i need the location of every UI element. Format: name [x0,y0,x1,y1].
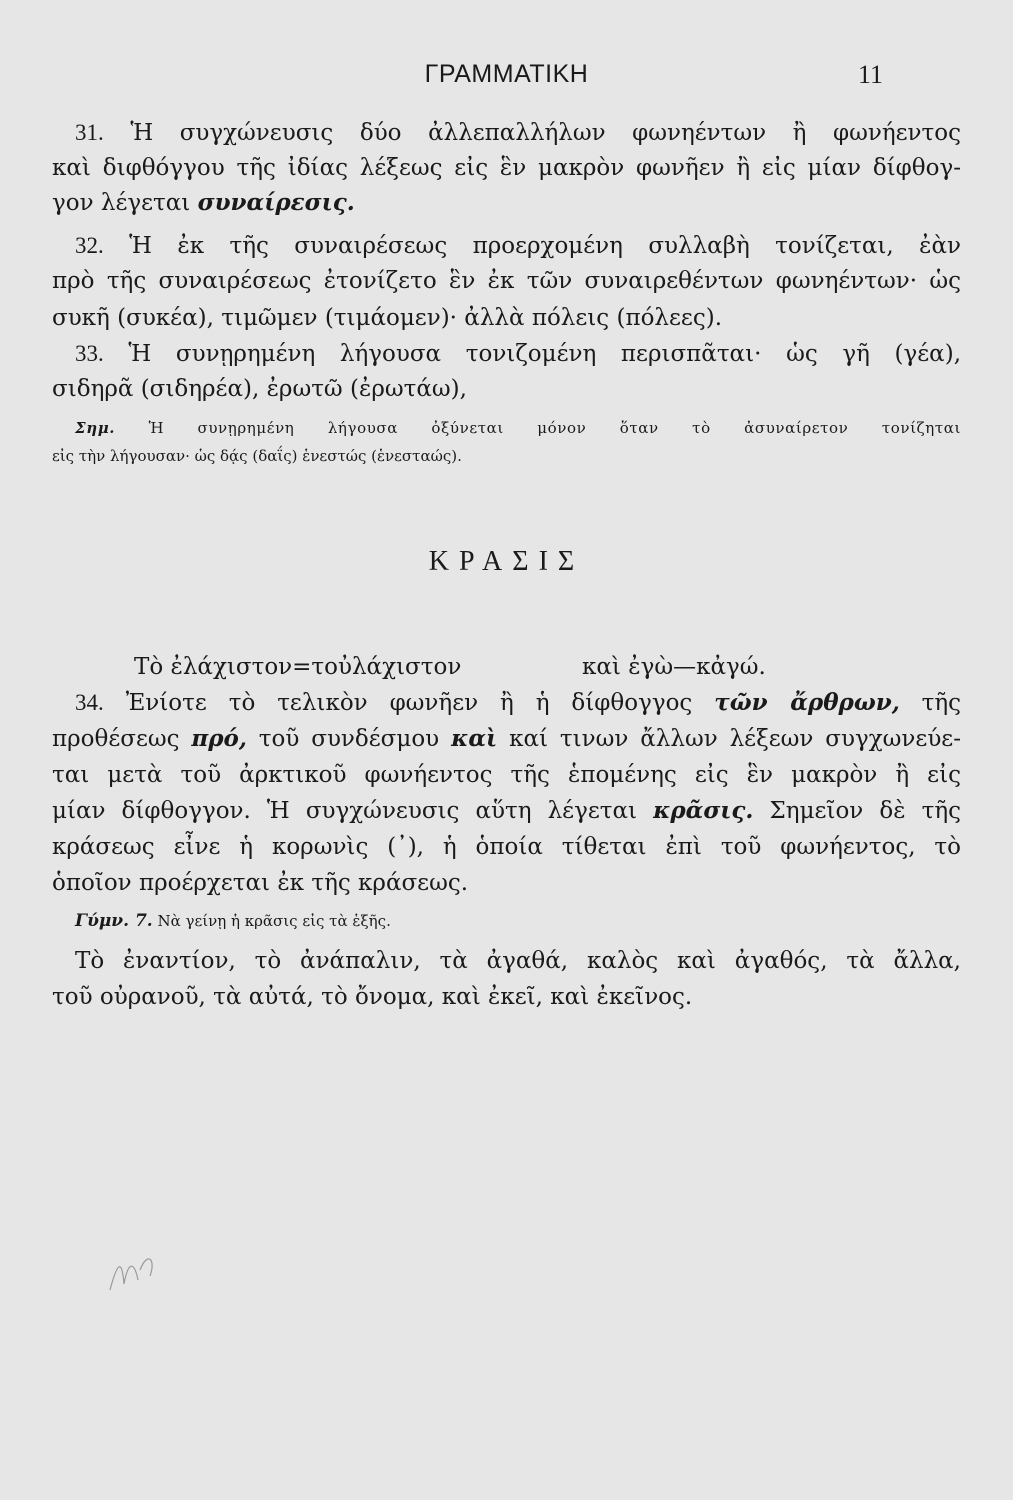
paragraph-34-line-5: κράσεως εἶνε ἡ κορωνὶς (᾽), ἡ ὁποία τίθεται ἐπὶ τοῦ φωνήεντος, τὸ [52,834,961,860]
note-line-2: εἰς τὴν λήγουσαν· ὡς δᾴς (δαΐς) ἑνεστώς (ἑνεσταώς). [52,447,462,465]
paragraph-34-line-1: 34. Ἐνίοτε τὸ τελικὸν φωνῆεν ἢ ἡ δίφθογγος τῶν ἄρθρων, τῆς [75,689,962,716]
paragraph-31-line-2: καὶ διφθόγγου τῆς ἰδίας λέξεως εἰς ἓν μακρὸν φωνῆεν ἢ εἰς μίαν δίφθογ- [52,155,961,181]
paragraph-34-line-3: ται μετὰ τοῦ ἀρκτικοῦ φωνήεντος τῆς ἑπομένης εἰς ἓν μακρὸν ἢ εἰς [52,762,961,788]
page-number: 11 [858,60,884,89]
paragraph-number: 33. [75,341,104,366]
paragraph-number: 34. [75,690,104,715]
paragraph-33-line-1: 33. Ἡ συνῃρημένη λήγουσα τονιζομένη περισπᾶται· ὡς γῆ (γέα), [75,341,961,367]
paragraph-34-line-6: ὁποῖον προέρχεται ἐκ τῆς κράσεως. [52,870,469,896]
paragraph-33-line-2: σιδηρᾶ (σιδηρέα), ἐρωτῶ (ἐρωτάω), [52,376,467,402]
paragraph-32-line-3: συκῆ (συκέα), τιμῶμεν (τιμάομεν)· ἀλλὰ πόλεις (πόλεες). [52,305,723,331]
pencil-scribble [100,1240,180,1300]
section-heading: ΚΡΑΣΙΣ [428,546,585,577]
exercise-words-line-2: τοῦ οὐρανοῦ, τὰ αὐτά, τὸ ὄνομα, καὶ ἐκεῖ, καὶ ἐκεῖνος. [52,984,693,1010]
paragraph-31-line-1: 31. Ἡ συγχώνευσις δύο ἀλλεπαλλήλων φωνηέντων ἢ φωνήεντος [75,120,961,146]
paragraph-31-line-3: γον λέγεται συναίρεσις. [52,189,355,216]
exercise-label: Γύμν. 7. [75,911,153,931]
example-left: Τὸ ἐλάχιστον=τοὐλάχιστον [134,654,462,680]
paragraph-32-line-1: 32. Ἡ ἐκ τῆς συναιρέσεως προερχομένη συλλαβὴ τονίζεται, ἐὰν [75,233,961,259]
term-articles: τῶν ἄρθρων, [714,689,900,716]
paragraph-number: 31. [75,120,104,145]
paragraph-34-line-4: μίαν δίφθογγον. Ἡ συγχώνευσις αὕτη λέγεται κρᾶσις. Σημεῖον δὲ τῆς [52,797,962,824]
paragraph-32-line-2: πρὸ τῆς συναιρέσεως ἐτονίζετο ἓν ἐκ τῶν συναιρεθέντων φωνηέντων· ὡς [52,268,961,294]
running-header: ΓΡΑΜΜΑΤΙΚΗ [424,60,589,88]
note-line-1: Σημ. Ἡ συνῃρημένη λήγουσα ὀξύνεται μόνον ὅταν τὸ ἀσυναίρετον τονίζηται [75,419,961,437]
exercise-line: Γύμν. 7. Νὰ γείνῃ ἡ κρᾶσις εἰς τὰ ἑξῆς. [75,911,391,931]
term-synairesis: συναίρεσις. [197,189,355,216]
paragraph-34-line-2: προθέσεως πρό, τοῦ συνδέσμου καὶ καί τινων ἄλλων λέξεων συγχωνεύε- [52,725,961,752]
example-right: καὶ ἐγὼ—κἀγώ. [582,654,766,680]
term-kai: καὶ [451,725,498,752]
exercise-words-line-1: Τὸ ἐναντίον, τὸ ἀνάπαλιν, τὰ ἀγαθά, καλὸς καὶ ἀγαθός, τὰ ἄλλα, [75,948,961,974]
note-label: Σημ. [75,419,116,437]
paragraph-number: 32. [75,233,104,258]
term-krasis: κρᾶσις. [653,797,754,824]
term-pro: πρό, [191,725,247,752]
